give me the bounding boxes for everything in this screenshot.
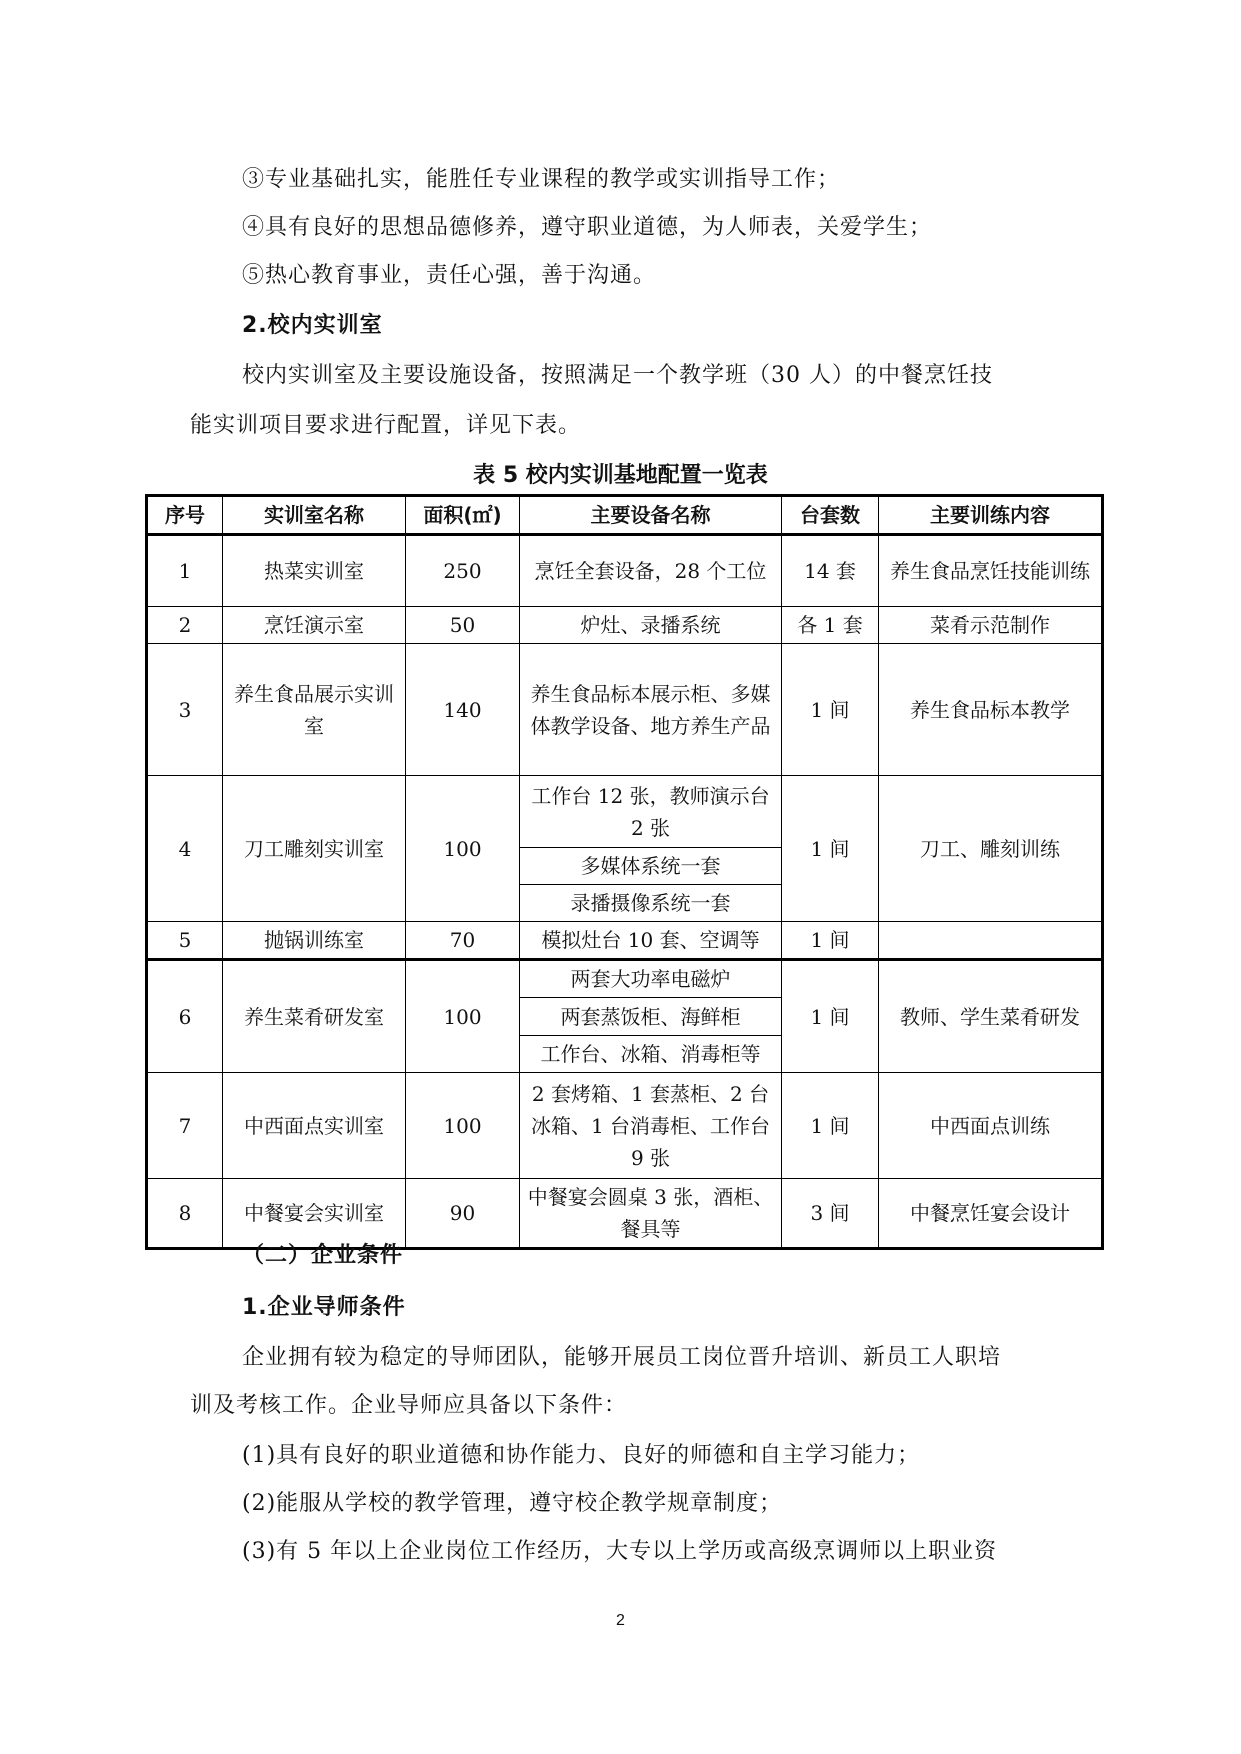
cell-equipment: 中餐宴会圆桌 3 张，酒柜、餐具等 <box>520 1179 782 1249</box>
header-no: 序号 <box>147 496 223 535</box>
cell-content: 菜肴示范制作 <box>879 607 1103 644</box>
cell-area: 100 <box>406 776 520 922</box>
cell-no: 1 <box>147 535 223 607</box>
header-equipment: 主要设备名称 <box>520 496 782 535</box>
cell-area: 70 <box>406 922 520 960</box>
cell-no: 7 <box>147 1073 223 1179</box>
section-heading-enterprise: （二）企业条件 <box>242 1243 404 1268</box>
cell-no: 8 <box>147 1179 223 1249</box>
cell-no: 4 <box>147 776 223 922</box>
paragraph-mentor-req-3: (3)有 5 年以上企业岗位工作经历，大专以上学历或高级烹调师以上职业资 <box>242 1539 998 1564</box>
cell-content: 养生食品标本教学 <box>879 644 1103 776</box>
training-base-table <box>145 494 1104 1250</box>
cell-name: 中餐宴会实训室 <box>223 1179 406 1249</box>
paragraph-mentor-req-2: (2)能服从学校的教学管理，遵守校企教学规章制度； <box>242 1491 783 1516</box>
cell-area: 50 <box>406 607 520 644</box>
table-row <box>147 960 1103 998</box>
paragraph-mentor-req-1: (1)具有良好的职业道德和协作能力、良好的师德和自主学习能力； <box>242 1443 921 1468</box>
cell-sets: 1 间 <box>782 644 879 776</box>
paragraph-training-intro-line1: 校内实训室及主要设施设备，按照满足一个教学班（30 人）的中餐烹饪技 <box>242 363 993 388</box>
cell-no: 3 <box>147 644 223 776</box>
cell-no: 6 <box>147 960 223 1073</box>
page-number: 2 <box>616 1612 625 1629</box>
header-content: 主要训练内容 <box>879 496 1103 535</box>
table-row <box>147 776 1103 848</box>
cell-equipment: 2 套烤箱、1 套蒸柜、2 台冰箱、1 台消毒柜、工作台 9 张 <box>520 1073 782 1179</box>
cell-equipment: 养生食品标本展示柜、多媒体教学设备、地方养生产品 <box>520 644 782 776</box>
paragraph-requirement-3: ③专业基础扎实，能胜任专业课程的教学或实训指导工作； <box>242 167 841 192</box>
cell-equipment: 模拟灶台 10 套、空调等 <box>520 922 782 960</box>
cell-equipment: 两套大功率电磁炉 <box>520 960 782 998</box>
cell-content: 中餐烹饪宴会设计 <box>879 1179 1103 1249</box>
cell-sets: 1 间 <box>782 1073 879 1179</box>
paragraph-mentor-line2: 训及考核工作。企业导师应具备以下条件： <box>190 1393 628 1418</box>
cell-name: 养生菜肴研发室 <box>223 960 406 1073</box>
paragraph-training-intro-line2: 能实训项目要求进行配置，详见下表。 <box>190 413 582 438</box>
cell-content: 中西面点训练 <box>879 1073 1103 1179</box>
cell-name: 烹饪演示室 <box>223 607 406 644</box>
header-area: 面积(㎡) <box>406 496 520 535</box>
cell-sets: 各 1 套 <box>782 607 879 644</box>
header-sets: 台套数 <box>782 496 879 535</box>
cell-name: 中西面点实训室 <box>223 1073 406 1179</box>
cell-content: 刀工、雕刻训练 <box>879 776 1103 922</box>
cell-area: 250 <box>406 535 520 607</box>
cell-sets: 3 间 <box>782 1179 879 1249</box>
table-row <box>147 1073 1103 1179</box>
cell-equipment: 两套蒸饭柜、海鲜柜 <box>520 998 782 1036</box>
cell-area: 100 <box>406 960 520 1073</box>
table-header-row <box>147 496 1103 535</box>
cell-equipment: 录播摄像系统一套 <box>520 885 782 922</box>
cell-name: 养生食品展示实训室 <box>223 644 406 776</box>
cell-area: 140 <box>406 644 520 776</box>
cell-no: 2 <box>147 607 223 644</box>
cell-name: 刀工雕刻实训室 <box>223 776 406 922</box>
table-row <box>147 644 1103 776</box>
table-row <box>147 607 1103 644</box>
cell-name: 热菜实训室 <box>223 535 406 607</box>
table-row <box>147 922 1103 960</box>
cell-sets: 1 间 <box>782 922 879 960</box>
cell-name: 抛锅训练室 <box>223 922 406 960</box>
cell-equipment: 工作台 12 张，教师演示台 2 张 <box>520 776 782 848</box>
table-row <box>147 535 1103 607</box>
paragraph-requirement-4: ④具有良好的思想品德修养，遵守职业道德，为人师表，关爱学生； <box>242 215 933 240</box>
cell-sets: 1 间 <box>782 776 879 922</box>
cell-equipment: 工作台、冰箱、消毒柜等 <box>520 1036 782 1073</box>
cell-area: 90 <box>406 1179 520 1249</box>
cell-sets: 1 间 <box>782 960 879 1073</box>
cell-content: 教师、学生菜肴研发 <box>879 960 1103 1073</box>
cell-area: 100 <box>406 1073 520 1179</box>
table-caption: 表 5 校内实训基地配置一览表 <box>473 463 768 488</box>
cell-equipment: 烹饪全套设备，28 个工位 <box>520 535 782 607</box>
cell-sets: 14 套 <box>782 535 879 607</box>
cell-content <box>879 922 1103 960</box>
paragraph-mentor-line1: 企业拥有较为稳定的导师团队，能够开展员工岗位晋升培训、新员工人职培 <box>242 1345 1002 1370</box>
cell-content: 养生食品烹饪技能训练 <box>879 535 1103 607</box>
cell-equipment: 炉灶、录播系统 <box>520 607 782 644</box>
header-name: 实训室名称 <box>223 496 406 535</box>
section-heading-mentor: 1.企业导师条件 <box>242 1295 406 1320</box>
cell-equipment: 多媒体系统一套 <box>520 848 782 885</box>
paragraph-requirement-5: ⑤热心教育事业，责任心强，善于沟通。 <box>242 263 657 288</box>
section-heading-training-room: 2.校内实训室 <box>242 313 383 338</box>
cell-no: 5 <box>147 922 223 960</box>
